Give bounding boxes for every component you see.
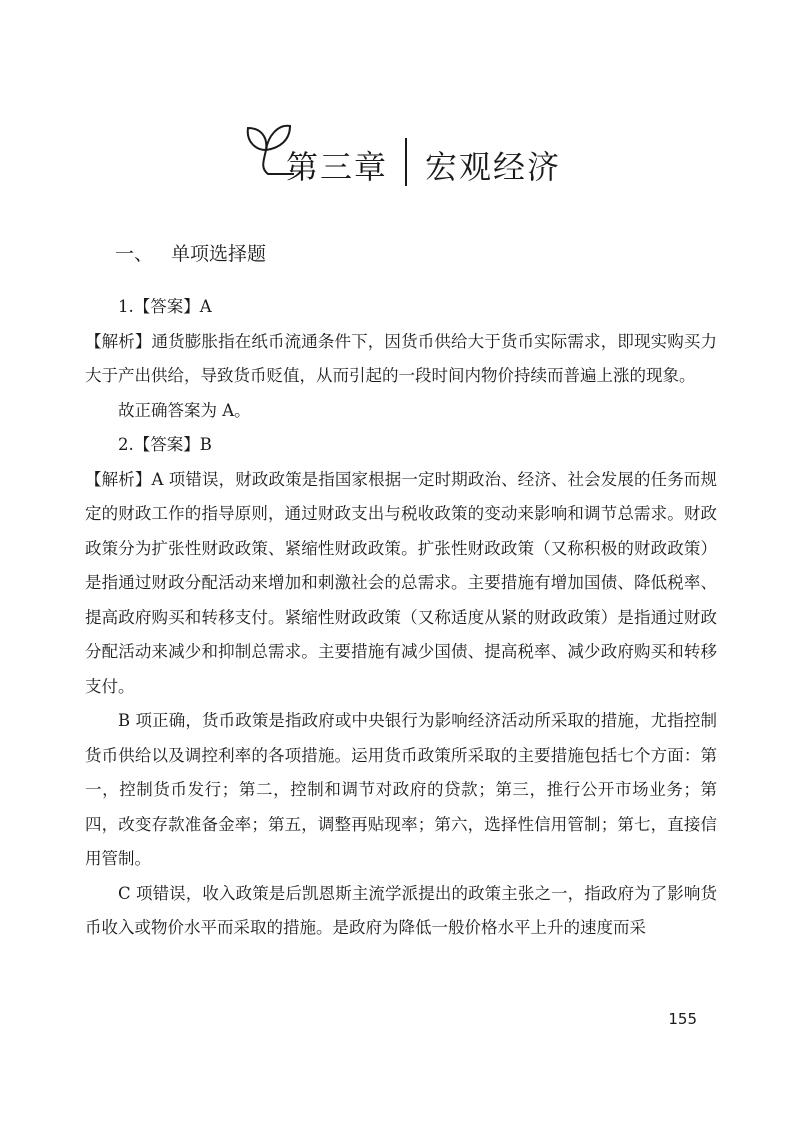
section-title: 单项选择题 <box>171 243 267 265</box>
chapter-number: 第三章 <box>286 148 389 186</box>
q2-option-b: B 项正确，货币政策是指政府或中央银行为影响经济活动所采取的措施，尤指控制货币供给以及调控利率的各项措施。运用货币政策所采取的主要措施包括七个方面：第一，控制货币发行；第二，控制和调节对政府的贷款；第三，推行公开市场业务；第四，改变存款准备金率；第五，调整再贴现率；第六，选择性信用管制；第七，直接信用管制。 <box>85 711 717 868</box>
chapter-header <box>230 112 570 192</box>
page-number: 155 <box>668 1010 697 1028</box>
q2-analysis: 【解析】A 项错误，财政政策是指国家根据一定时期政治、经济、社会发展的任务而规定的财政工作的指导原则，通过财政支出与税收政策的变动来影响和调节总需求。财政政策分为扩张性财政政策、紧缩性财政政策。扩张性财政政策（又称积极的财政政策）是指通过财政分配活动来增加和刺激社会的总需求。主要措施有增加国债、降低税率、提高政府购买和转移支付。紧缩性财政政策（又称适度从紧的财政政策）是指通过财政分配活动来减少和抑制总需求。主要措施有减少国债、提高税率、减少政府购买和转移支付。 <box>85 469 717 696</box>
q1-answer: 1.【答案】A <box>118 297 212 316</box>
chapter-divider <box>405 138 407 186</box>
q2-option-c: C 项错误，收入政策是后凯恩斯主流学派提出的政策主张之一，指政府为了影响货币收入或物价水平而采取的措施。是政府为降低一般价格水平上升的速度而采 <box>85 883 717 937</box>
q2-answer: 2.【答案】B <box>118 435 212 454</box>
q1-conclusion: 故正确答案为 A。 <box>118 400 251 420</box>
q1-analysis: 【解析】通货膨胀指在纸币流通条件下，因货币供给大于货币实际需求，即现实购买力大于产出供给，导致货币贬值，从而引起的一段时间内物价持续而普遍上涨的现象。 <box>85 331 717 385</box>
chapter-title: 宏观经济 <box>425 148 562 186</box>
page-content <box>85 238 717 946</box>
section-index: 一、 <box>115 243 154 265</box>
section-heading <box>115 238 717 270</box>
